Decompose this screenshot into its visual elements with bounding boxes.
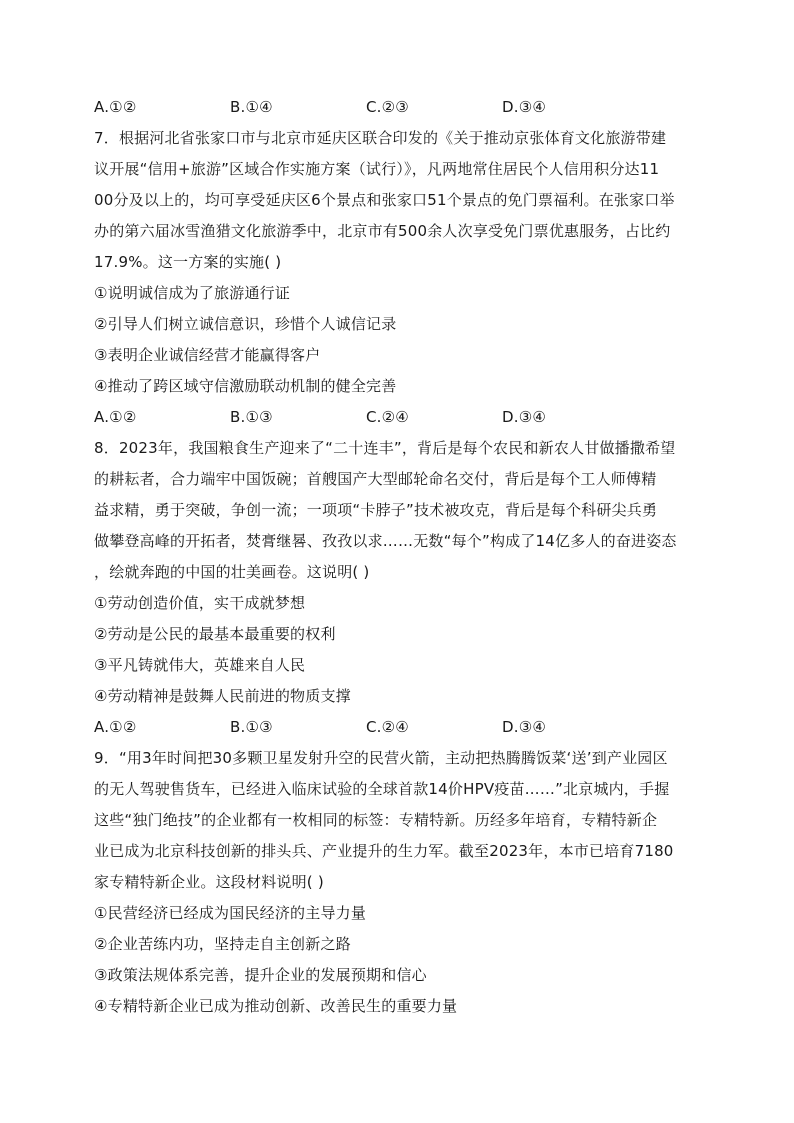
q7-option-c: C.②④ [366, 408, 409, 426]
q6-option-b: B.①④ [230, 98, 273, 116]
q8-statement-1: ①劳动创造价值，实干成就梦想 [94, 594, 306, 612]
q7-statement-2: ②引导人们树立诚信意识，珍惜个人诚信记录 [94, 315, 397, 333]
q8-stem-line: 益求精，勇于突破，争创一流；一项项“卡脖子”技术被攻克，背后是每个科研尖兵勇 [94, 501, 658, 519]
question-7 [94, 123, 700, 433]
q8-options [94, 712, 700, 743]
q9-statement-3: ③政策法规体系完善，提升企业的发展预期和信心 [94, 966, 427, 984]
q8-statement-2: ②劳动是公民的最基本最重要的权利 [94, 625, 336, 643]
q7-option-d: D.③④ [502, 408, 547, 426]
q8-stem-line: ，绘就奔跑的中国的壮美画卷。这说明( ) [94, 563, 370, 581]
q7-stem-line: 17.9%。这一方案的实施( ) [94, 253, 282, 271]
q6-option-d: D.③④ [502, 98, 547, 116]
q8-statement-3: ③平凡铸就伟大，英雄来自人民 [94, 656, 306, 674]
q6-options [94, 92, 700, 123]
q8-stem-line: 8．2023年，我国粮食生产迎来了“二十连丰”，背后是每个农民和新农人甘做播撒希望 [94, 439, 676, 457]
q6-option-c: C.②③ [366, 98, 409, 116]
exam-page [94, 92, 700, 1022]
q9-statement-1: ①民营经济已经成为国民经济的主导力量 [94, 904, 367, 922]
q8-option-b: B.①③ [230, 718, 273, 736]
q7-stem-line: 7．根据河北省张家口市与北京市延庆区联合印发的《关于推动京张体育文化旅游带建 [94, 129, 667, 147]
q9-stem-line: 9．“用3年时间把30多颗卫星发射升空的民营火箭，主动把热腾腾饭菜‘送’到产业园区 [94, 749, 668, 767]
question-8 [94, 433, 700, 743]
q7-stem-line: 办的第六届冰雪渔猎文化旅游季中，北京市有500余人次享受免门票优惠服务，占比约 [94, 222, 671, 240]
q9-stem-line: 家专精特新企业。这段材料说明( ) [94, 873, 324, 891]
q8-option-a: A.①② [94, 718, 137, 736]
q8-option-d: D.③④ [502, 718, 547, 736]
q8-option-c: C.②④ [366, 718, 409, 736]
q9-statement-2: ②企业苦练内功，坚持走自主创新之路 [94, 935, 351, 953]
q8-stem-line: 做攀登高峰的开拓者，焚膏继晷、孜孜以求……无数“每个”构成了14亿多人的奋进姿态 [94, 532, 677, 550]
q9-stem-line: 的无人驾驶售货车，已经进入临床试验的全球首款14价HPV疫苗……”北京城内，手握 [94, 780, 670, 798]
q7-statement-3: ③表明企业诚信经营才能赢得客户 [94, 346, 321, 364]
q7-stem-line: 00分及以上的，均可享受延庆区6个景点和张家口51个景点的免门票福利。在张家口举 [94, 191, 675, 209]
question-9 [94, 743, 700, 1022]
q9-statement-4: ④专精特新企业已成为推动创新、改善民生的重要力量 [94, 997, 458, 1015]
q7-options [94, 402, 700, 433]
q7-statement-1: ①说明诚信成为了旅游通行证 [94, 284, 291, 302]
q7-option-a: A.①② [94, 408, 137, 426]
q8-statement-4: ④劳动精神是鼓舞人民前进的物质支撑 [94, 687, 351, 705]
q7-stem-line: 议开展“信用+旅游”区域合作实施方案（试行）》，凡两地常住居民个人信用积分达11 [94, 160, 660, 178]
q9-stem-line: 业已成为北京科技创新的排头兵、产业提升的生力军。截至2023年，本市已培育7180 [94, 842, 674, 860]
q7-statement-4: ④推动了跨区域守信激励联动机制的健全完善 [94, 377, 397, 395]
q7-option-b: B.①③ [230, 408, 273, 426]
q8-stem-line: 的耕耘者，合力端牢中国饭碗；首艘国产大型邮轮命名交付，背后是每个工人师傅精 [94, 470, 657, 488]
q6-option-a: A.①② [94, 98, 137, 116]
q9-stem-line: 这些“独门绝技”的企业都有一枚相同的标签：专精特新。历经多年培育，专精特新企 [94, 811, 658, 829]
